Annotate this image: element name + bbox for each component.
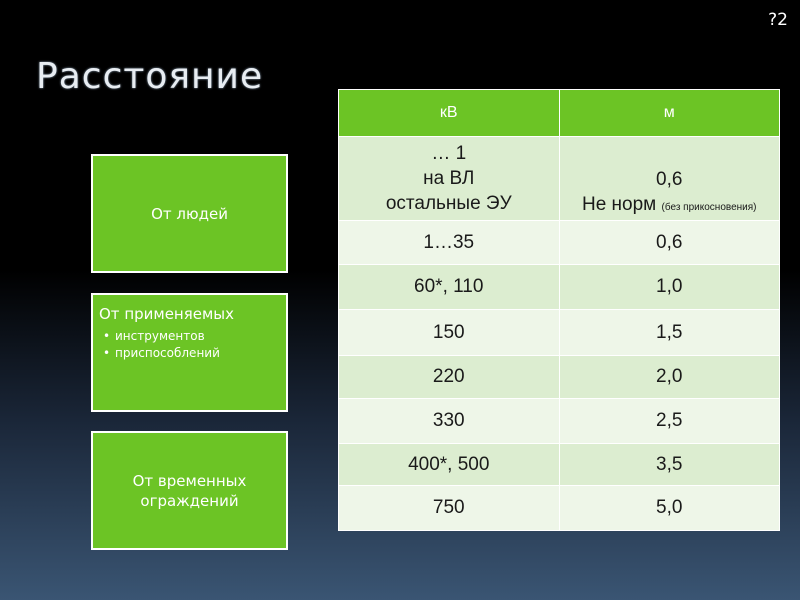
distance-table (338, 89, 780, 531)
m-note: (без прикосновения) (661, 202, 757, 213)
box-from-fences (91, 431, 288, 550)
table-cell-kv: 1…35 (339, 221, 560, 265)
m-text: Не норм (581, 194, 657, 215)
table-cell-kv: 60*, 110 (339, 265, 560, 310)
table-row (339, 265, 780, 310)
table-cell-m: 5,0 (559, 486, 780, 531)
kv-line: … 1 (431, 143, 467, 164)
table-cell-m: 2,0 (559, 356, 780, 399)
table-row (339, 486, 780, 531)
table-row (339, 310, 780, 356)
box-from-tools-list (99, 329, 280, 360)
table-row (339, 399, 780, 444)
box-from-people (91, 154, 288, 273)
table-row (339, 221, 780, 265)
box-from-tools-heading: От применяемых (99, 305, 235, 323)
table-cell-kv (339, 137, 560, 221)
table-header-row (339, 90, 780, 137)
box-from-fences-label: От временных ограждений (132, 471, 247, 510)
kv-line: остальные ЭУ (385, 193, 512, 214)
column-header-m: м (559, 90, 780, 137)
table-row (339, 356, 780, 399)
table-cell-kv: 330 (339, 399, 560, 444)
table-cell-m: 0,6 (559, 221, 780, 265)
page-title: Расстояние (36, 56, 264, 97)
table-row (339, 444, 780, 486)
table-row (339, 137, 780, 221)
column-header-kv: кВ (339, 90, 560, 137)
box-from-tools (91, 293, 288, 412)
table-cell-m: 3,5 (559, 444, 780, 486)
list-item: • инструментов (115, 329, 280, 343)
table-cell-kv: 220 (339, 356, 560, 399)
table-cell-m: 1,0 (559, 265, 780, 310)
list-item: • приспособлений (115, 346, 280, 360)
m-value: 0,6 (656, 169, 683, 190)
slide-number: ?2 (768, 10, 788, 30)
table-cell-m: 2,5 (559, 399, 780, 444)
table-cell-kv: 150 (339, 310, 560, 356)
table-cell-m: 1,5 (559, 310, 780, 356)
table-cell-kv: 400*, 500 (339, 444, 560, 486)
kv-line: на ВЛ (423, 168, 475, 189)
table-cell-m (559, 137, 780, 221)
box-from-people-label: От людей (151, 204, 228, 223)
table-cell-kv: 750 (339, 486, 560, 531)
m-text-line (560, 192, 780, 220)
